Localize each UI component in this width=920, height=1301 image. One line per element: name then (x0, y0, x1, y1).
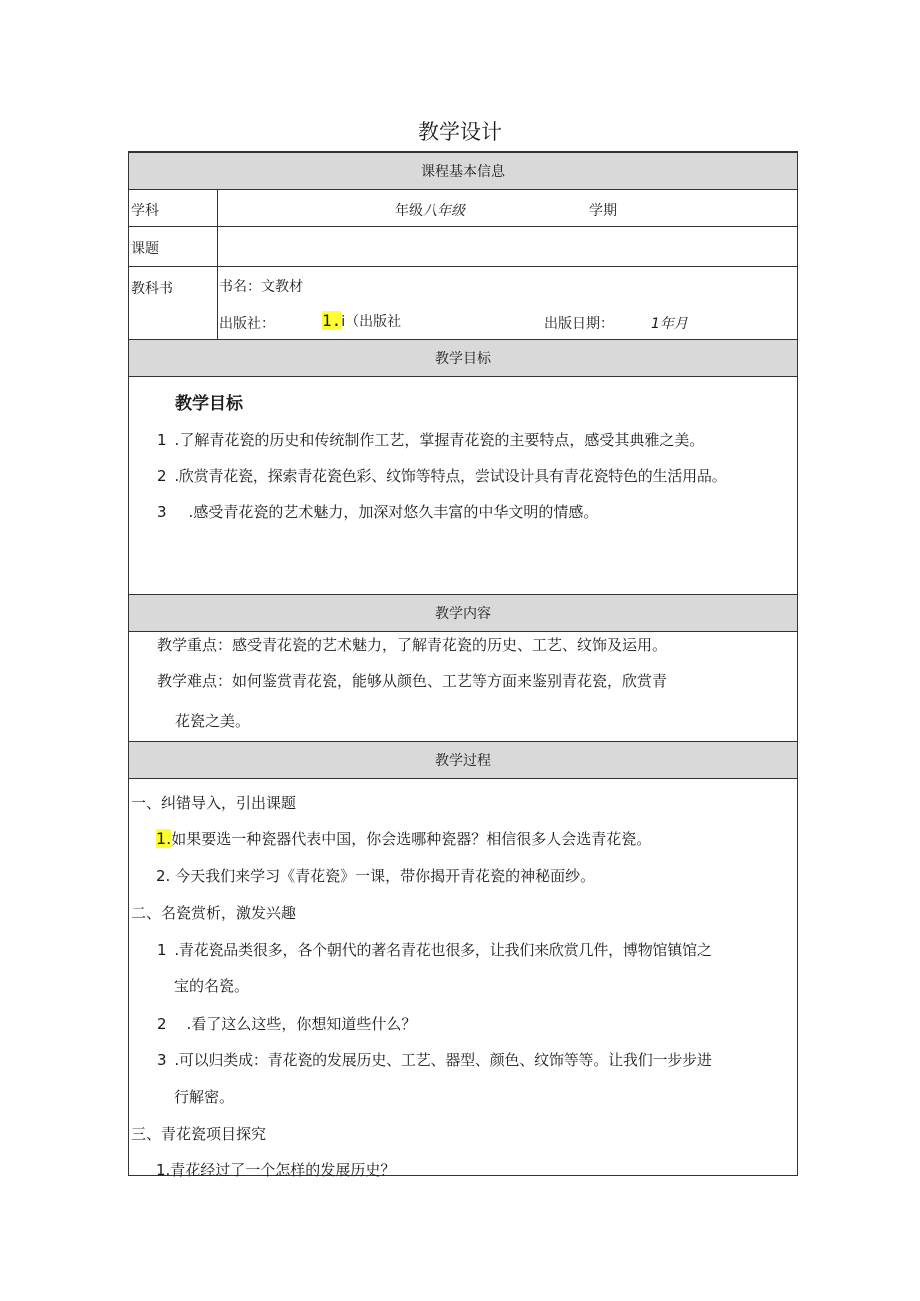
objective-item-1 (157, 429, 704, 450)
publisher-label: 出版社： (219, 316, 275, 332)
subject-label: 学科 (131, 203, 159, 219)
section-1-item-1 (156, 828, 651, 849)
item-number: 1 (157, 941, 167, 959)
objective-number: 1 (157, 431, 167, 449)
item-text: 如果要选一种瓷器代表中国，你会选哪种瓷器？相信很多人会选青花瓷。 (171, 830, 652, 848)
objectives-subheading: 教学目标 (175, 394, 243, 414)
difficulty-line-1: 教学难点：如何鉴赏青花瓷，能够从颜色、工艺等方面来鉴别青花瓷，欣赏青 (157, 672, 668, 690)
section-3-item-1: 1.青花经过了一个怎样的发展历史？ (156, 1161, 396, 1179)
objective-item-3 (157, 501, 598, 522)
section-2-item-3-cont: 行解密。 (174, 1088, 235, 1106)
book-name: 书名：文教材 (219, 279, 303, 295)
topic-label: 课题 (131, 241, 159, 257)
difficulty-line-2: 花瓷之美。 (175, 712, 251, 730)
item-text: .可以归类成：青花瓷的发展历史、工艺、器型、颜色、纹饰等等。让我们一步步进 (174, 1051, 712, 1069)
section-2-item-2 (157, 1013, 416, 1034)
row-divider (129, 266, 797, 267)
item-text: .看了这么这些，你想知道些什么？ (186, 1015, 417, 1033)
basic-info-header: 课程基本信息 (129, 152, 797, 190)
pub-date-value: 1年月 (651, 316, 688, 332)
objective-number: 2 (157, 467, 167, 485)
grade-label: 年级 (395, 203, 423, 219)
item-number: 3 (157, 1051, 167, 1069)
grade-value: 八年级 (423, 203, 465, 219)
semester-label: 学期 (589, 203, 617, 219)
objectives-header: 教学目标 (129, 339, 797, 377)
content-header: 教学内容 (129, 594, 797, 632)
row-divider (129, 226, 797, 227)
highlighted-number: 1. (156, 829, 172, 848)
objective-text: .欣赏青花瓷，探索青花瓷色彩、纹饰等特点，尝试设计具有青花瓷特色的生活用品。 (174, 467, 727, 485)
item-number: 2 (157, 1015, 167, 1033)
section-2-item-1 (157, 939, 712, 960)
section-3-heading: 三、青花瓷项目探究 (131, 1125, 267, 1143)
objective-number: 3 (157, 503, 167, 521)
highlighted-number: 1. (322, 311, 342, 330)
textbook-label: 教科书 (131, 281, 173, 297)
key-point: 教学重点：感受青花瓷的艺术魅力，了解青花瓷的历史、工艺、纹饰及运用。 (157, 636, 668, 654)
item-text: .青花瓷品类很多，各个朝代的著名青花也很多，让我们来欣赏几件，博物馆镇馆之 (174, 941, 712, 959)
lesson-plan-table (128, 151, 798, 1179)
section-2-item-1-cont: 宝的名瓷。 (174, 977, 250, 995)
section-1-item-2: 2. 今天我们来学习《青花瓷》一课，带你揭开青花瓷的神秘面纱。 (156, 867, 596, 885)
section-2-heading: 二、名瓷赏析，激发兴趣 (131, 904, 297, 922)
objective-item-2 (157, 465, 727, 486)
pub-date-label: 出版日期： (544, 316, 614, 332)
document-title: 教学设计 (418, 120, 502, 144)
process-header: 教学过程 (129, 741, 797, 779)
section-2-item-3 (157, 1049, 712, 1070)
label-column-divider (217, 190, 218, 340)
objective-text: .了解青花瓷的历史和传统制作工艺，掌握青花瓷的主要特点，感受其典雅之美。 (174, 431, 705, 449)
publisher-text: i（出版社 (341, 314, 402, 330)
section-1-heading: 一、纠错导入，引出课题 (131, 794, 297, 812)
grade-field (395, 200, 465, 220)
objective-text: .感受青花瓷的艺术魅力，加深对悠久丰富的中华文明的情感。 (188, 503, 599, 521)
publisher-value (322, 311, 401, 331)
